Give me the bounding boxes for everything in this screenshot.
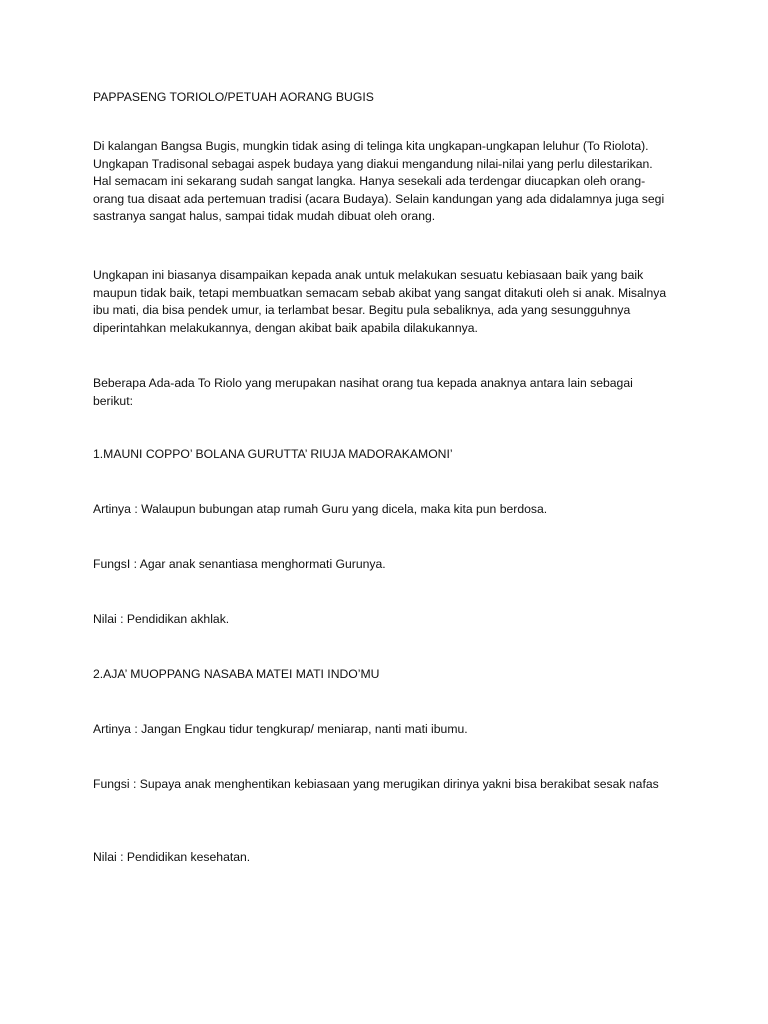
item-1-nilai: Nilai : Pendidikan akhlak.	[93, 612, 230, 626]
item-1-fungsi: FungsI : Agar anak senantiasa menghormati Gurunya.	[93, 557, 386, 571]
list-intro-paragraph: Beberapa Ada-ada To Riolo yang merupakan nasihat orang tua kepada anaknya antara lain sebagai berikut:	[93, 376, 633, 408]
document-title: PAPPASENG TORIOLO/PETUAH AORANG BUGIS	[93, 90, 374, 104]
item-1-heading: 1.MAUNI COPPO’ BOLANA GURUTTA’ RIUJA MADORAKAMONI’	[93, 447, 453, 461]
intro-paragraph: Di kalangan Bangsa Bugis, mungkin tidak asing di telinga kita ungkapan-ungkapan leluhur (To Riolota). Ungkapan Tradisonal sebagai aspek budaya yang diakui mengandung nilai-nilai yang perlu dilestarikan. Hal semacam ini sekarang sudah sangat langka. Hanya sesekali ada terdengar diucapkan oleh orang-orang tua disaat ada pertemuan tradisi (acara Budaya). Selain kandungan yang ada didalamnya juga segi sastranya sangat halus, sampai tidak mudah dibuat oleh orang.	[93, 139, 665, 223]
item-2-fungsi: Fungsi : Supaya anak menghentikan kebiasaan yang merugikan dirinya yakni bisa berakibat sesak nafas	[93, 777, 659, 791]
item-2-artinya: Artinya : Jangan Engkau tidur tengkurap/ meniarap, nanti mati ibumu.	[93, 722, 468, 736]
item-2-nilai: Nilai : Pendidikan kesehatan.	[93, 850, 251, 864]
explanation-paragraph: Ungkapan ini biasanya disampaikan kepada anak untuk melakukan sesuatu kebiasaan baik yang baik maupun tidak baik, tetapi membuatkan semacam sebab akibat yang sangat ditakuti oleh si anak. Misalnya ibu mati, dia bisa pendek umur, ia terlambat besar. Begitu pula sebaliknya, ada yang sesungguhnya diperintahkan melakukannya, dengan akibat baik apabila dilakukannya.	[93, 268, 667, 335]
item-2-heading: 2.AJA’ MUOPPANG NASABA MATEI MATI INDO’MU	[93, 667, 380, 681]
item-1-artinya: Artinya : Walaupun bubungan atap rumah Guru yang dicela, maka kita pun berdosa.	[93, 502, 548, 516]
